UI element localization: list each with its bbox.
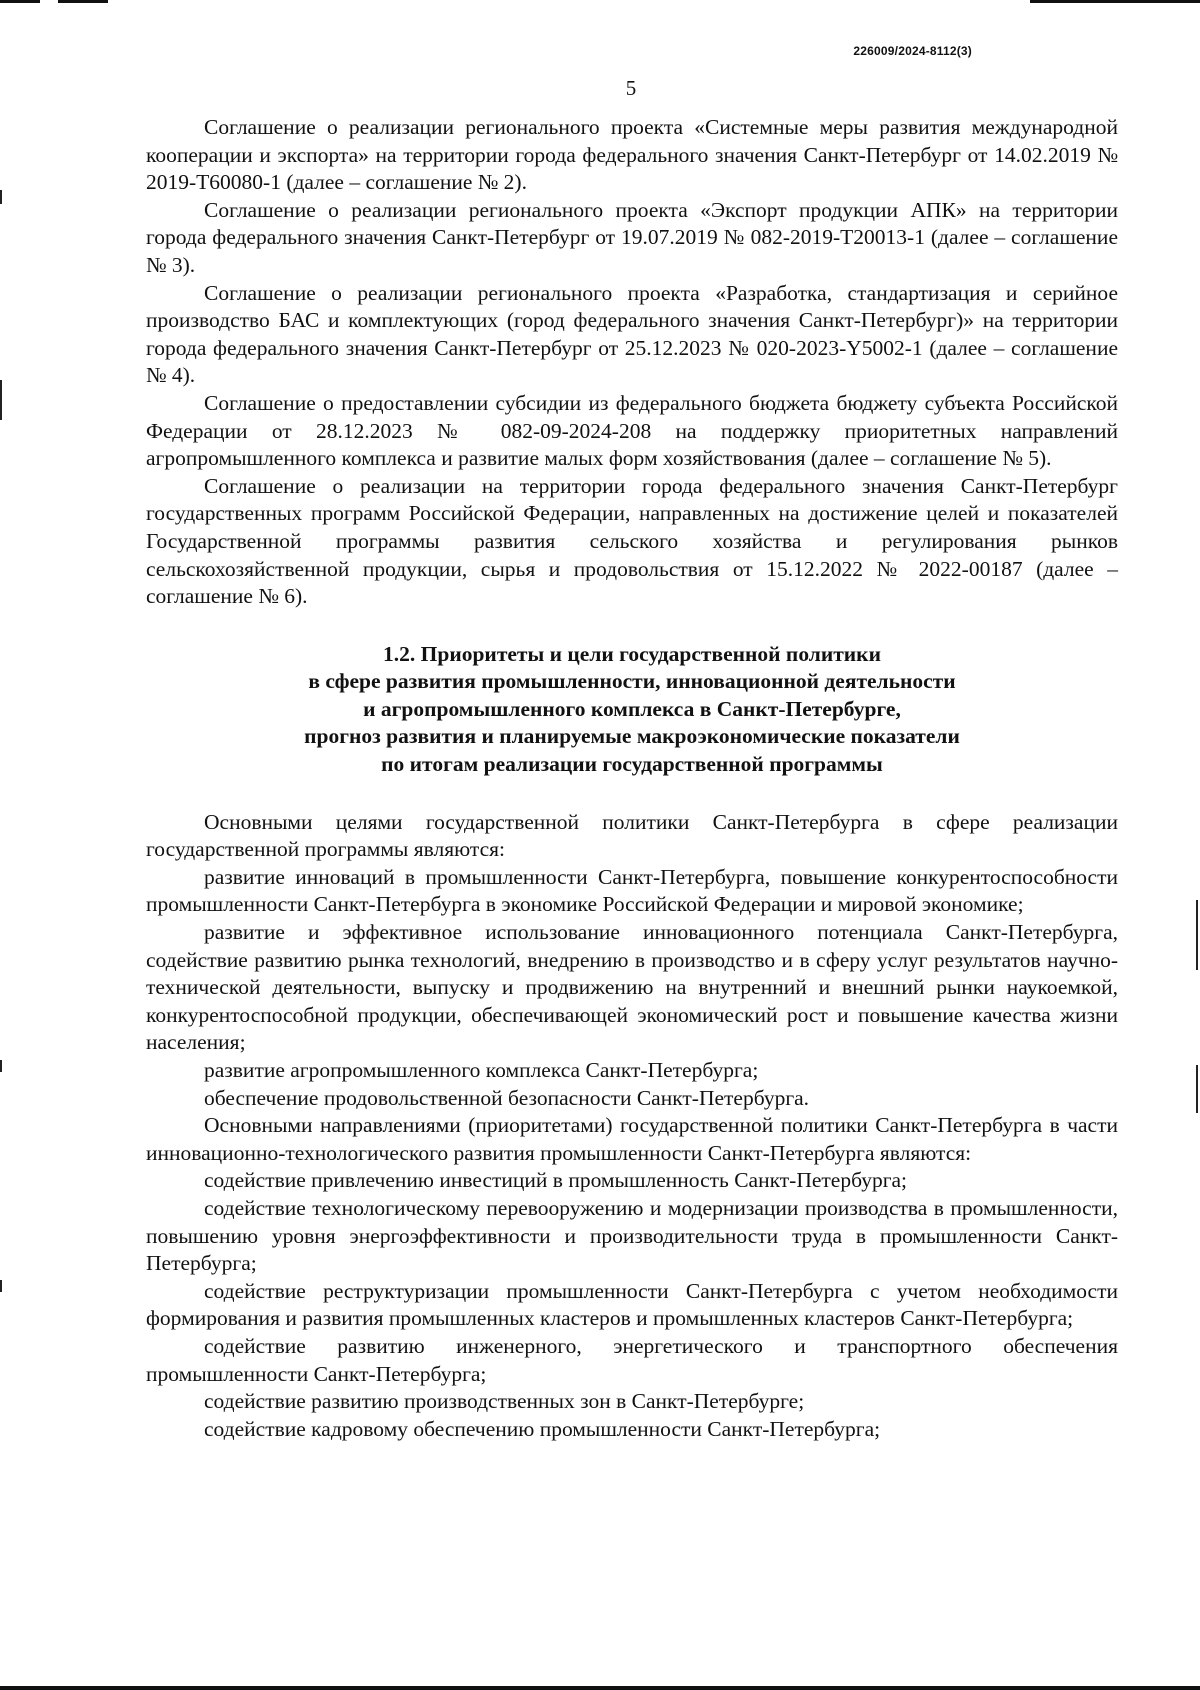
section-heading-line: 1.2. Приоритеты и цели государственной политики <box>383 641 881 666</box>
paragraph-priority: содействие технологическому перевооружению и модернизации производства в промышленности, повышению уровня энергоэффективности и производительности труда в промышленности Санкт-Петербурга; <box>146 1195 1118 1276</box>
paragraph-priority: содействие привлечению инвестиций в промышленность Санкт-Петербурга; <box>204 1168 908 1193</box>
section-heading <box>146 641 1118 779</box>
paragraph-agreement-3: Соглашение о реализации регионального проекта «Экспорт продукции АПК» на территории города федерального значения Санкт-Петербург от 19.07.2019 № 082-2019-Т20013-1 (далее – соглашение № 3). <box>146 197 1118 277</box>
paragraph-goals-intro: Основными целями государственной политики Санкт-Петербурга в сфере реализации государственной программы являются: <box>146 809 1118 862</box>
section-heading-line: по итогам реализации государственной программы <box>381 752 883 777</box>
paragraph-goal: развитие агропромышленного комплекса Санкт-Петербурга; <box>204 1058 759 1082</box>
document-body <box>146 114 1118 1443</box>
paragraph-agreement-5: Соглашение о предоставлении субсидии из федерального бюджета бюджету субъекта Российской Федерации от 28.12.2023 № 082-09-2024-208 на поддержку приоритетных направлений агропромышленного комплекса и развитие малых форм хозяйствования (далее – соглашение № 5). <box>146 390 1118 471</box>
scan-edge-top-mid <box>58 0 108 3</box>
section-heading-line: и агропромышленного комплекса в Санкт-Петербурге, <box>363 696 901 721</box>
paragraph-priority: содействие кадровому обеспечению промышленности Санкт-Петербурга; <box>204 1416 881 1441</box>
margin-mark-left-4 <box>0 1280 2 1292</box>
paragraph-agreement-6: Соглашение о реализации на территории города федерального значения Санкт-Петербург государственных программ Российской Федерации, направленных на достижение целей и показателей Государственной программы развития сельского хозяйства и регулирования рынков сельскохозяйственной продукции, сырья и продовольствия от 15.12.2022 № 2022-00187 (далее – соглашение № 6). <box>146 473 1118 609</box>
scan-edge-bottom <box>0 1686 1200 1690</box>
margin-mark-right-1 <box>1196 900 1198 970</box>
paragraph-priority: содействие развитию инженерного, энергетического и транспортного обеспечения промышленности Санкт-Петербурга; <box>146 1333 1118 1386</box>
margin-mark-left-2 <box>0 380 2 420</box>
page-number: 5 <box>625 76 637 100</box>
paragraph-agreement-4: Соглашение о реализации регионального проекта «Разработка, стандартизация и серийное производство БАС и комплектующих (город федерального значения Санкт-Петербург)» на территории города федерального значения Санкт-Петербург от 25.12.2023 № 020-2023-Y5002-1 (далее – соглашение № 4). <box>146 280 1118 388</box>
section-heading-line: в сфере развития промышленности, инновационной деятельности <box>308 669 956 694</box>
paragraph-priority: содействие реструктуризации промышленности Санкт-Петербурга с учетом необходимости формирования и развития промышленных кластеров и промышленных кластеров Санкт-Петербурга; <box>146 1278 1118 1331</box>
section-heading-line: прогноз развития и планируемые макроэкономические показатели <box>304 724 960 749</box>
paragraph-goal: обеспечение продовольственной безопасности Санкт-Петербурга. <box>204 1085 810 1110</box>
paragraph-priorities-intro: Основными направлениями (приоритетами) государственной политики Санкт-Петербурга в части инновационно-технологического развития промышленности Санкт-Петербурга являются: <box>146 1113 1118 1165</box>
paragraph-goal: развитие инноваций в промышленности Санкт-Петербурга, повышение конкурентоспособности промышленности Санкт-Петербурга в экономике Российской Федерации и мировой экономике; <box>146 864 1118 917</box>
margin-mark-left-1 <box>0 190 2 204</box>
scan-edge-top-left <box>0 0 40 3</box>
margin-mark-right-2 <box>1196 1065 1198 1113</box>
paragraph-priority: содействие развитию производственных зон в Санкт-Петербурге; <box>204 1389 805 1414</box>
paragraph-goal: развитие и эффективное использование инновационного потенциала Санкт-Петербурга, содействие развитию рынка технологий, внедрению в производство и в сферу услуг результатов научно-технической деятельности, выпуску и продвижению на внутренний и внешний рынки наукоемкой, конкурентоспособной продукции, обеспечивающей экономический рост и повышение качества жизни населения; <box>146 920 1118 1055</box>
scan-edge-top-right <box>1030 0 1200 3</box>
document-registration-code: 226009/2024-8112(3) <box>853 44 972 58</box>
paragraph-agreement-2: Соглашение о реализации регионального проекта «Системные меры развития международной кооперации и экспорта» на территории города федерального значения Санкт-Петербург от 14.02.2019 № 2019-Т60080-1 (далее – соглашение № 2). <box>146 115 1118 195</box>
margin-mark-left-3 <box>0 1060 2 1072</box>
